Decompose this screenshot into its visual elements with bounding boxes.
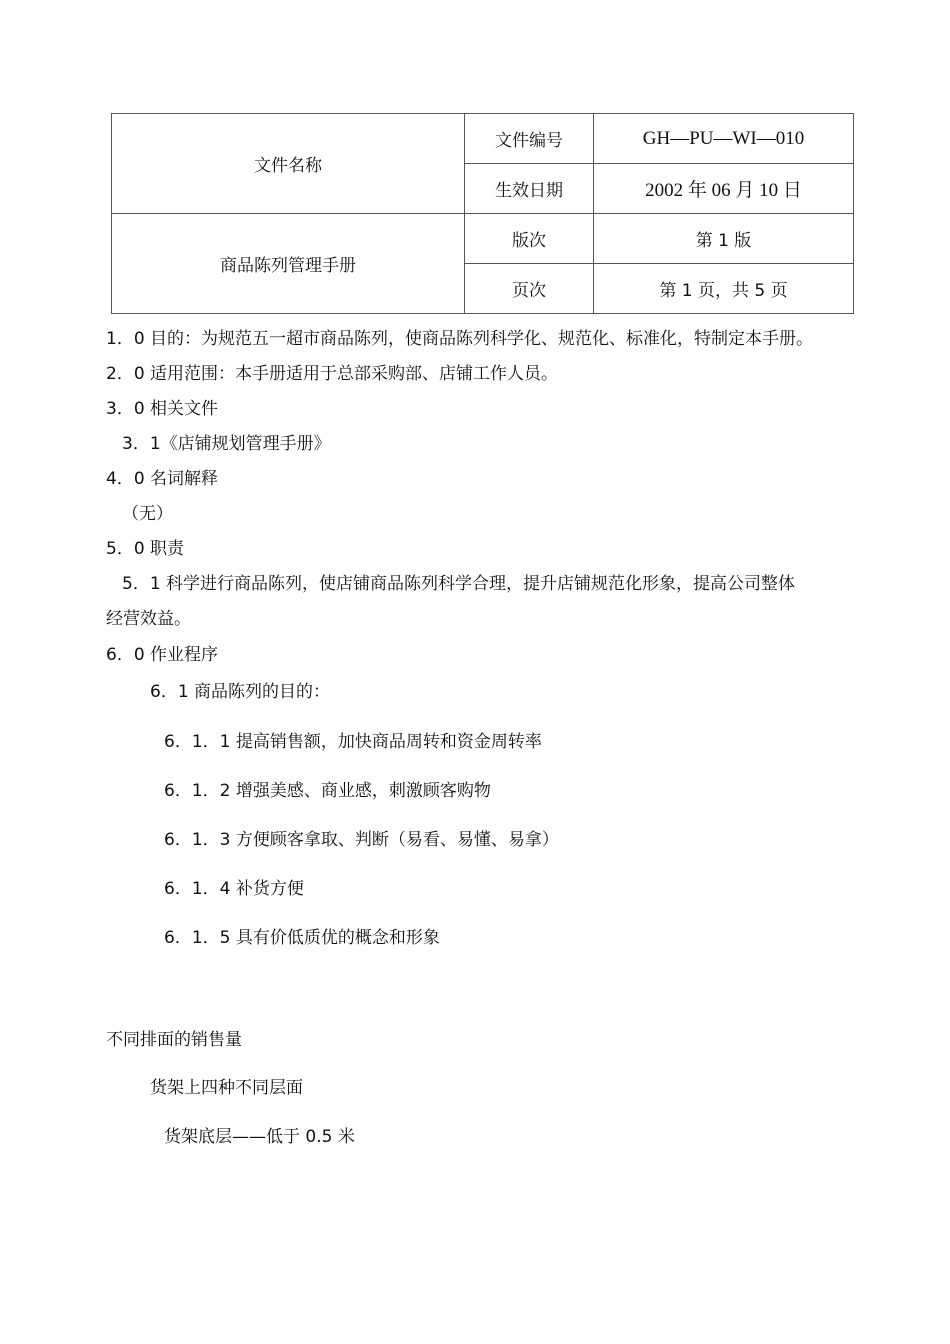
responsibility-item-cont: 经营效益。: [106, 609, 191, 629]
doc-number-label: 文件编号: [465, 114, 594, 164]
procedure-item-5: 6．1．5 具有价低质优的概念和形象: [164, 928, 440, 948]
doc-name-value: 商品陈列管理手册: [112, 214, 465, 314]
doc-number-value: GH—PU—WI—010: [594, 114, 854, 164]
page-label: 页次: [465, 264, 594, 314]
procedure-heading: 6．1 商品陈列的目的：: [150, 682, 331, 702]
subheading-sales-volume: 不同排面的销售量: [106, 1030, 242, 1050]
procedure-item-1: 6．1．1 提高销售额，加快商品周转和资金周转率: [164, 732, 542, 752]
section-purpose: 1．0 目的：为规范五一超市商品陈列，使商品陈列科学化、规范化、标准化，特制定本手册。: [106, 329, 814, 349]
section-procedure: 6．0 作业程序: [106, 645, 219, 665]
section-scope: 2．0 适用范围：本手册适用于总部采购部、店铺工作人员。: [106, 364, 559, 384]
shelf-levels-heading: 货架上四种不同层面: [150, 1078, 303, 1098]
procedure-item-4: 6．1．4 补货方便: [164, 879, 304, 899]
procedure-item-2: 6．1．2 增强美感、商业感，刺激顾客购物: [164, 781, 491, 801]
version-label: 版次: [465, 214, 594, 264]
section-responsibilities: 5．0 职责: [106, 539, 185, 559]
responsibility-item: 5．1 科学进行商品陈列，使店铺商品陈列科学合理，提升店铺规范化形象，提高公司整体: [122, 574, 796, 594]
doc-name-label: 文件名称: [112, 114, 465, 214]
section-definitions: 4．0 名词解释: [106, 469, 219, 489]
section-related-docs: 3．0 相关文件: [106, 399, 219, 419]
page-value: 第 1 页，共 5 页: [594, 264, 854, 314]
shelf-bottom-level: 货架底层——低于 0.5 米: [164, 1127, 355, 1147]
procedure-item-3: 6．1．3 方便顾客拿取、判断（易看、易懂、易拿）: [164, 830, 559, 850]
effective-date-label: 生效日期: [465, 164, 594, 214]
document-header-table: [111, 113, 854, 314]
version-value: 第 1 版: [594, 214, 854, 264]
definitions-none: （无）: [122, 504, 173, 524]
related-doc-item: 3．1《店铺规划管理手册》: [122, 434, 331, 454]
effective-date-value: 2002 年 06 月 10 日: [594, 164, 854, 214]
